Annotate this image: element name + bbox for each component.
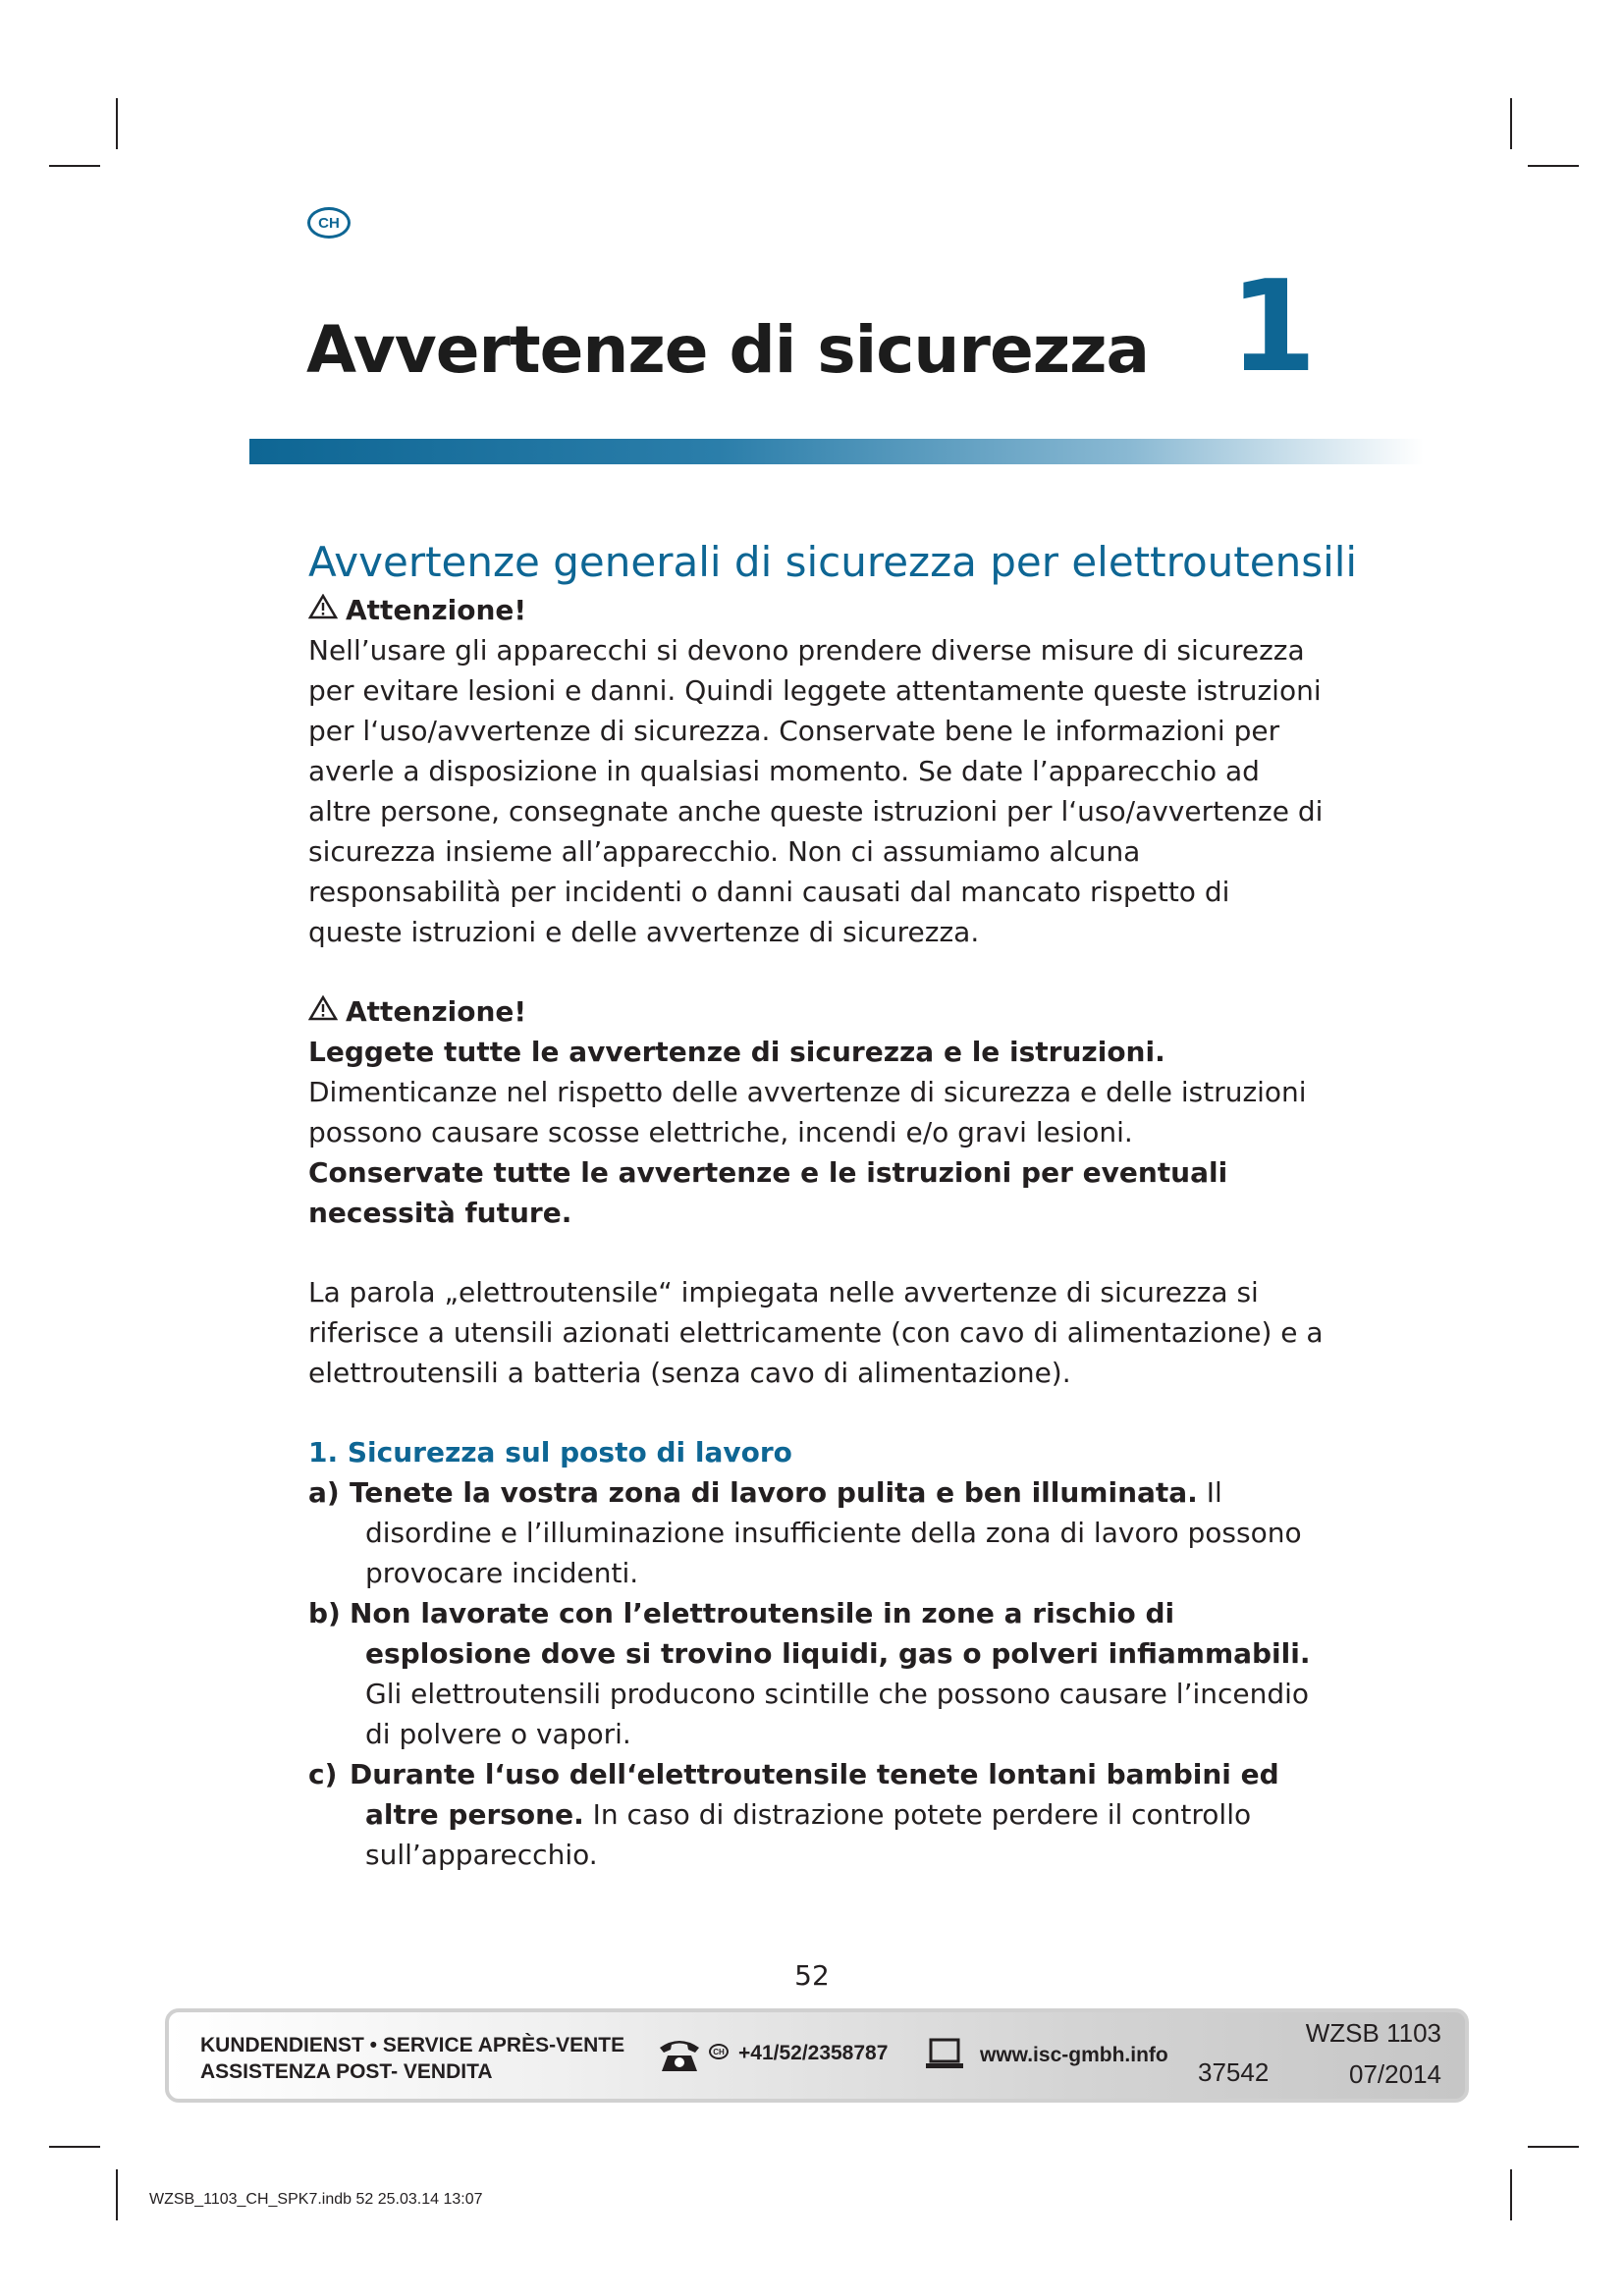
warning-triangle-icon [308, 590, 338, 630]
service-line-2: ASSISTENZA POST- VENDITA [200, 2060, 493, 2083]
crop-mark [116, 98, 118, 149]
list-item-text: Gli elettroutensili producono scintille che possono causare l’incendio di polvere o vapori. [365, 1678, 1310, 1750]
warning-triangle-icon [308, 991, 338, 1032]
title-gradient-bar [249, 439, 1424, 464]
warning-paragraph [308, 1032, 1329, 1152]
list-item-bold: Durante l‘uso dell‘elettroutensile tenete lontani bambini ed altre persone. [350, 1758, 1279, 1831]
article-number: 37542 [1198, 2057, 1270, 2087]
warning-text: Dimenticanze nel rispetto delle avvertenze di sicurezza e delle istruzioni possono causare scosse elettriche, incendi e/o gravi lesioni. [308, 1076, 1307, 1148]
warning-heading-text: Attenzione! [346, 995, 527, 1028]
chapter-title: Avvertenze di sicurezza [306, 312, 1150, 388]
warning-heading [308, 991, 1329, 1032]
list-item-bold: Non lavorate con l’elettroutensile in zone a rischio di esplosione dove si trovino liquidi, gas o polveri infiammabili. [350, 1597, 1311, 1670]
subsection-heading: 1. Sicurezza sul posto di lavoro [308, 1436, 792, 1468]
page-number: 52 [794, 1959, 830, 1992]
crop-mark [1510, 2169, 1512, 2220]
crop-mark [116, 2169, 118, 2220]
list-item-text: Il disordine e l’illuminazione insufficiente della zona di lavoro possono provocare incidenti. [365, 1476, 1302, 1589]
warning-heading [308, 590, 1329, 630]
list-item [308, 1593, 1329, 1754]
crop-mark [49, 165, 100, 167]
warning-bold-tail: Conservate tutte le avvertenze e le istruzioni per eventuali necessità future. [308, 1156, 1228, 1229]
list-item-text: In caso di distrazione potete perdere il controllo sull’apparecchio. [365, 1798, 1252, 1871]
service-line-1: KUNDENDIENST • SERVICE APRÈS-VENTE [200, 2034, 625, 2056]
section-title: Avvertenze generali di sicurezza per elettroutensili [308, 538, 1358, 586]
warning-heading-text: Attenzione! [346, 594, 527, 626]
model-number: WZSB 1103 [1305, 2018, 1441, 2048]
crop-mark [1510, 98, 1512, 149]
service-phone: +41/52/2358787 [738, 2042, 889, 2064]
warning-text: Nell’usare gli apparecchi si devono prendere diverse misure di sicurezza per evitare lesioni e danni. Quindi leggete attentamente queste istruzioni per l‘uso/avvertenze di sicurezza. Conservate bene le informazioni per averle a disposizione in qualsiasi momento. Se date l’apparecchio ad altre persone, consegnate anche queste istruzioni per l‘uso/avvertenze di sicurezza insieme all’apparecchio. Non ci assumiamo alcuna responsabilità per incidenti o danni causati dal mancato rispetto di queste istruzioni e delle avvertenze di sicurezza. [308, 634, 1324, 948]
crop-mark [1528, 165, 1579, 167]
chapter-number: 1 [1229, 254, 1318, 400]
list-item-label: a) [308, 1476, 340, 1509]
country-badge: CH [307, 207, 351, 239]
warning-bold-lead: Leggete tutte le avvertenze di sicurezza e le istruzioni. [308, 1036, 1165, 1068]
crop-mark [1528, 2146, 1579, 2148]
page-content [308, 535, 1358, 1875]
list-item-bold: Tenete la vostra zona di lavoro pulita e ben illuminata. [350, 1476, 1198, 1509]
telephone-icon [658, 2036, 701, 2073]
country-mini-badge: CH [709, 2044, 729, 2059]
service-footer [165, 2008, 1469, 2103]
list-item-label: b) [308, 1597, 341, 1629]
list-item [308, 1754, 1329, 1875]
service-label [200, 2032, 624, 2085]
service-website[interactable]: www.isc-gmbh.info [980, 2044, 1168, 2066]
list-item-label: c) [308, 1758, 338, 1790]
edition-date: 07/2014 [1349, 2059, 1441, 2089]
file-info: WZSB_1103_CH_SPK7.indb 52 25.03.14 13:07 [149, 2191, 483, 2208]
list-item [308, 1472, 1329, 1593]
definition-text: La parola „elettroutensile“ impiegata nelle avvertenze di sicurezza si riferisce a utensili azionati elettricamente (con cavo di alimentazione) e a elettroutensili a batteria (senza cavo di alimentazione). [308, 1276, 1324, 1389]
crop-mark [49, 2146, 100, 2148]
laptop-icon [925, 2038, 964, 2071]
